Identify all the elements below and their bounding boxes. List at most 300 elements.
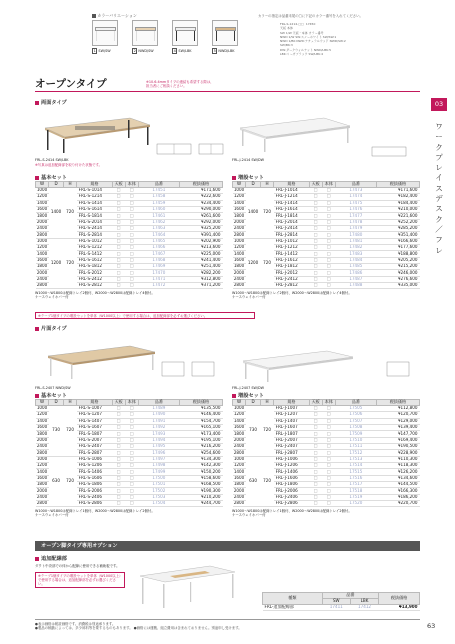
cell-code: 17515 <box>335 469 376 475</box>
col-h: H <box>64 182 77 188</box>
cell-w: 1200 <box>233 244 245 250</box>
cell-top-box: □ <box>112 450 125 456</box>
cell-code: 17520 <box>335 501 376 507</box>
swatch-number: 5 <box>213 49 216 53</box>
cell-body-box: □ <box>322 456 335 462</box>
cell-top-box: □ <box>112 257 125 263</box>
chapter-title-char: プ <box>435 152 443 162</box>
option-lbk: 17412 <box>350 604 378 610</box>
option-note <box>35 572 125 588</box>
cell-top-box: □ <box>309 194 322 200</box>
cell-code: 17483 <box>335 251 376 257</box>
chapter-title-char: ク <box>435 214 443 224</box>
cell-spec: FRL-J-1606 <box>274 475 310 481</box>
color-swatch-label: 2 NWD/SW <box>133 49 154 53</box>
cell-spec: FRL-S-2012 <box>77 270 113 276</box>
chapter-title-char: ス <box>435 183 443 193</box>
cell-body-box: □ <box>125 238 138 244</box>
single-basic-footnote-1: W1000〜W1800は配線トレイ1個付、W2000〜W2800は配線トレイ2個付。 <box>35 509 155 513</box>
cell-price: ¥182,400 <box>376 194 419 200</box>
cell-price: ¥135,500 <box>179 405 222 411</box>
cell-body-box: □ <box>125 245 138 251</box>
cell-w: 1800 <box>36 263 48 269</box>
sample-code-text: FRL-S-1214-□□ <box>280 22 304 26</box>
cell-body-box: □ <box>322 232 335 238</box>
cell-price: ¥110,300 <box>376 456 419 462</box>
cell-w: 1800 <box>36 481 48 487</box>
option-name: FRL-追加配線部 <box>263 604 323 610</box>
cell-code: 17467 <box>138 251 179 257</box>
cell-top-box: □ <box>112 194 125 200</box>
cell-spec: FRL-S-1012 <box>77 238 113 244</box>
cell-price: ¥290,000 <box>179 206 222 212</box>
cell-code: 17498 <box>138 463 179 469</box>
chapter-title-char: イ <box>435 173 443 183</box>
cell-spec: FRL-S-1007 <box>77 405 113 411</box>
double-basic-footnote-1: W1000〜W1800は配線トレイ2個付、W2000〜W2800は配線トレイ4個付。 <box>35 291 155 295</box>
cell-body-box: □ <box>125 488 138 494</box>
cell-code: 17516 <box>335 475 376 481</box>
cell-body-box: □ <box>322 431 335 437</box>
cell-spec: FRL-S-2806 <box>77 501 113 507</box>
chapter-title-char: ク <box>435 142 443 152</box>
double-add-footnote <box>232 291 422 300</box>
swatch-top <box>175 27 196 31</box>
cell-d: 1200 <box>49 238 64 289</box>
col-spec: 規格 <box>77 400 113 406</box>
chapter-title-char: フ <box>435 235 443 245</box>
cell-spec: FRL-J-2407 <box>274 443 310 449</box>
col-top: 天板 <box>309 182 322 188</box>
cell-top-box: □ <box>309 276 322 282</box>
double-basic-heading-text: 基本セット <box>41 175 67 181</box>
cell-spec: FRL-J-1614 <box>274 206 310 212</box>
cell-price: ¥195,100 <box>179 437 222 443</box>
cell-spec: FRL-J-1814 <box>274 213 310 219</box>
single-basic-heading-text: 基本セット <box>41 393 67 399</box>
cell-body-box: □ <box>125 251 138 257</box>
cell-body-box: □ <box>322 501 335 507</box>
cell-top-box: □ <box>112 232 125 238</box>
cell-code: 17493 <box>138 431 179 437</box>
cell-top-box: □ <box>309 232 322 238</box>
double-desk-add-dimension <box>370 145 410 159</box>
cell-price: ¥186,200 <box>376 494 419 500</box>
cell-code: 17472 <box>138 283 179 289</box>
cell-spec: FRL-J-2414 <box>274 225 310 231</box>
cell-w: 1000 <box>233 187 245 193</box>
cell-w: 1600 <box>233 475 245 480</box>
cell-top-box: □ <box>112 469 125 475</box>
col-w: W <box>36 182 49 188</box>
cell-body-box: □ <box>125 264 138 270</box>
cell-price: ¥335,000 <box>376 283 419 289</box>
single-basic-table <box>35 399 223 507</box>
col-code: 品番 <box>335 400 376 406</box>
double-desk-dimension-left <box>155 142 195 158</box>
cell-code: 17511 <box>335 443 376 449</box>
cell-top-box: □ <box>309 238 322 244</box>
cell-w: 2800 <box>36 282 48 288</box>
cell-body-box: □ <box>322 443 335 449</box>
col-code: 品番 <box>138 182 179 188</box>
cell-body-box: □ <box>322 245 335 251</box>
cell-w: 1400 <box>233 468 245 474</box>
color-swatch <box>92 20 118 46</box>
cell-price: ¥215,200 <box>376 264 419 270</box>
legend-box <box>280 22 420 68</box>
col-d: D <box>246 182 261 188</box>
option-desc: ダクト中央部での体から配線に使用できる補助板です。 <box>35 564 120 568</box>
cell-top-box: □ <box>309 482 322 488</box>
cell-spec: FRL-S-1406 <box>77 469 113 475</box>
cell-w: 2800 <box>233 282 245 288</box>
color-variation-title <box>92 13 137 18</box>
swatch-leg <box>176 31 177 41</box>
cell-top-box: □ <box>309 200 322 206</box>
cell-body-box: □ <box>125 482 138 488</box>
cell-price: ¥171,600 <box>179 187 222 193</box>
cell-spec: FRL-J-1812 <box>274 264 310 270</box>
cell-top-box: □ <box>309 251 322 257</box>
cell-top-box: □ <box>112 463 125 469</box>
double-basic-heading <box>35 174 67 181</box>
col-top: 天板 <box>309 400 322 406</box>
cell-spec: FRL-J-1406 <box>274 469 310 475</box>
cell-code: 17477 <box>335 213 376 219</box>
cell-code: 17490 <box>138 412 179 418</box>
cell-body-box: □ <box>125 405 138 411</box>
double-caption-right: FRL-J-2414 SW/DW <box>232 158 264 162</box>
cell-h: 720 <box>261 238 274 289</box>
cell-w: 2000 <box>36 269 48 275</box>
cell-w: 2000 <box>233 487 245 493</box>
option-price: ¥13,900 <box>379 604 420 610</box>
legend-line: NWD 1/BK NWD:ナチュラルウッド NWD/SW:2 <box>280 39 346 44</box>
cell-spec: FRL-S-1014 <box>77 187 113 193</box>
cell-spec: FRL-S-1212 <box>77 245 113 251</box>
cell-code: 17481 <box>335 238 376 244</box>
col-w: W <box>233 400 246 406</box>
col-d: D <box>49 400 64 406</box>
cell-w: 1200 <box>36 244 48 250</box>
cell-w: 1600 <box>233 257 245 262</box>
cell-price: ¥244,700 <box>179 501 222 507</box>
cell-top-box: □ <box>309 187 322 193</box>
cell-spec: FRL-S-1206 <box>77 463 113 469</box>
color-swatch-label: 5 NWD/LBK <box>213 49 235 53</box>
cell-spec: FRL-S-2007 <box>77 437 113 443</box>
title-note-2: 担当者にご相談ください。 <box>146 84 187 89</box>
cell-price: ¥228,900 <box>376 450 419 456</box>
cell-w: 2400 <box>36 443 48 449</box>
cell-h: 720 <box>261 456 274 507</box>
cell-w: 1600 <box>36 424 48 430</box>
cell-top-box: □ <box>112 482 125 488</box>
cell-h: 720 <box>64 238 77 289</box>
cell-top-box: □ <box>112 283 125 289</box>
cell-spec: FRL-S-1414 <box>77 200 113 206</box>
cell-code: 17518 <box>335 488 376 494</box>
chapter-tab: 03 <box>431 98 447 111</box>
cell-code: 17496 <box>138 450 179 456</box>
cell-body-box: □ <box>125 206 138 212</box>
col-price: 税抜価格 <box>179 182 222 188</box>
double-desk-image-left <box>35 110 155 155</box>
cell-top-box: □ <box>112 494 125 500</box>
cell-spec: FRL-J-1012 <box>274 238 310 244</box>
double-basic-footnote-2: ケースウェイホバー付 <box>35 295 69 300</box>
col-body: 本体 <box>322 182 335 188</box>
single-add-heading <box>232 392 264 399</box>
cell-w: 2000 <box>233 269 245 275</box>
cell-top-box: □ <box>112 213 125 219</box>
cell-spec: FRL-S-2006 <box>77 488 113 494</box>
cell-code: 17451 <box>138 187 179 193</box>
cell-top-box: □ <box>112 251 125 257</box>
cell-w: 2000 <box>36 219 48 224</box>
cell-body-box: □ <box>322 238 335 244</box>
cell-code: 17473 <box>335 187 376 193</box>
cell-w: 1000 <box>233 238 245 243</box>
legend-line: NWD 1/W SW:スノーホワイト SW/SW:1 <box>280 34 337 39</box>
chapter-title-char: ワ <box>435 122 443 131</box>
col-top: 天板 <box>112 400 125 406</box>
cell-spec: FRL-J-1006 <box>274 456 310 462</box>
cell-spec: FRL-J-1214 <box>274 194 310 200</box>
cell-spec: FRL-S-1807 <box>77 431 113 437</box>
cell-spec: FRL-J-1414 <box>274 200 310 206</box>
cell-price: ¥292,000 <box>179 219 222 225</box>
cell-top-box: □ <box>309 219 322 225</box>
col-h: H <box>64 400 77 406</box>
col-d: D <box>49 182 64 188</box>
option-row <box>263 604 420 610</box>
cell-spec: FRL-S-2814 <box>77 232 113 238</box>
cell-w: 1600 <box>233 206 245 212</box>
square-bullet-icon <box>35 176 39 180</box>
legend-line: SW/BK:3 <box>280 43 293 48</box>
cell-spec: FRL-S-1606 <box>77 475 113 481</box>
cell-spec: FRL-J-1412 <box>274 251 310 257</box>
cell-top-box: □ <box>309 494 322 500</box>
single-add-footnote-1: W1000〜W1800は配線トレイ1個付、W2000〜W2800は配線トレイ2個付。 <box>232 509 352 513</box>
cell-price: ¥190,500 <box>376 443 419 449</box>
cell-code: 17484 <box>335 257 376 263</box>
single-add-footnote <box>232 509 422 518</box>
cell-top-box: □ <box>309 283 322 289</box>
cell-spec: FRL-J-2814 <box>274 232 310 238</box>
cell-spec: FRL-S-1607 <box>77 424 113 430</box>
cell-spec: FRL-J-1207 <box>274 412 310 418</box>
color-swatch-label: 4 SW/LBK <box>173 49 192 53</box>
cell-body-box: □ <box>322 475 335 481</box>
cell-top-box: □ <box>112 412 125 418</box>
cell-price: ¥146,400 <box>179 412 222 418</box>
cell-code: 17488 <box>335 283 376 289</box>
cell-price: ¥129,000 <box>376 418 419 424</box>
cell-code: 17508 <box>335 424 376 430</box>
cell-spec: FRL-J-1014 <box>274 187 310 193</box>
cell-spec: FRL-J-2412 <box>274 276 310 282</box>
col-h: H <box>261 182 274 188</box>
cell-spec: FRL-S-1812 <box>77 264 113 270</box>
double-add-table <box>232 181 420 289</box>
cell-code: 17491 <box>138 418 179 424</box>
color-swatch <box>132 20 158 46</box>
cell-h: 720 <box>261 405 274 456</box>
cell-code: 17512 <box>335 450 376 456</box>
cell-price: ¥171,600 <box>376 187 419 193</box>
square-bullet-icon <box>232 176 236 180</box>
cell-body-box: □ <box>125 276 138 282</box>
double-desk-dimension-right <box>197 142 227 158</box>
cell-code: 17474 <box>335 194 376 200</box>
cell-spec: FRL-J-1807 <box>274 431 310 437</box>
single-desk-image-left <box>40 340 160 382</box>
cell-top-box: □ <box>309 213 322 219</box>
cell-top-box: □ <box>309 443 322 449</box>
swatch-leg <box>234 31 235 41</box>
cell-price: ¥154,700 <box>179 418 222 424</box>
swatch-leg <box>136 31 137 41</box>
cell-code: 17471 <box>138 276 179 282</box>
cell-w: 2000 <box>233 219 245 224</box>
double-type-heading-text: 両面タイプ <box>41 100 67 106</box>
cell-price: ¥246,000 <box>376 270 419 276</box>
swatch-leg <box>114 31 115 41</box>
cell-code: 17462 <box>138 219 179 225</box>
cell-top-box: □ <box>112 424 125 430</box>
cell-code: 17519 <box>335 494 376 500</box>
cell-body-box: □ <box>322 418 335 424</box>
cell-w: 1200 <box>36 462 48 468</box>
col-d: D <box>246 400 261 406</box>
legend-line: DW:ダークウォルナット NWD/LBK:5 <box>280 47 332 52</box>
cell-code: 17466 <box>138 245 179 251</box>
cell-top-box: □ <box>309 264 322 270</box>
cell-price: ¥222,600 <box>179 194 222 200</box>
cell-w: 2800 <box>36 449 48 455</box>
cell-top-box: □ <box>112 206 125 212</box>
cell-code: 17504 <box>138 501 179 507</box>
square-bullet-icon <box>35 327 39 331</box>
cell-body-box: □ <box>322 469 335 475</box>
cell-w: 1800 <box>233 263 245 269</box>
single-type-heading <box>35 325 67 332</box>
single-desk-image-right <box>235 345 360 385</box>
option-col-sw: SW <box>322 598 350 604</box>
cell-price: ¥144,500 <box>376 482 419 488</box>
cell-price: ¥210,000 <box>376 206 419 212</box>
cell-top-box: □ <box>112 225 125 231</box>
cell-w: 1400 <box>233 418 245 423</box>
chapter-title-char: ー <box>435 132 443 142</box>
cell-body-box: □ <box>125 187 138 193</box>
cell-code: 17489 <box>138 405 179 411</box>
single-basic-footnote <box>35 509 225 518</box>
color-swatch <box>172 20 198 46</box>
cell-top-box: □ <box>309 424 322 430</box>
cell-top-box: □ <box>309 270 322 276</box>
cell-top-box: □ <box>309 225 322 231</box>
cell-price: ¥173,400 <box>179 431 222 437</box>
col-spec: 規格 <box>77 182 113 188</box>
cell-body-box: □ <box>125 225 138 231</box>
option-banner: オープン脚タイプ専用オプション <box>35 541 420 551</box>
cell-price: ¥221,600 <box>376 213 419 219</box>
cell-price: ¥285,200 <box>376 225 419 231</box>
cell-d: 1200 <box>246 238 261 289</box>
cell-body-box: □ <box>125 494 138 500</box>
swatch-top <box>95 27 116 31</box>
cell-body-box: □ <box>125 418 138 424</box>
cell-w: 2400 <box>233 276 245 281</box>
cell-top-box: □ <box>309 412 322 418</box>
single-basic-heading <box>35 392 67 399</box>
cell-h: 720 <box>64 405 77 456</box>
cell-price: ¥184,400 <box>376 200 419 206</box>
cell-price: ¥158,600 <box>179 475 222 481</box>
cell-body-box: □ <box>125 450 138 456</box>
cell-spec: FRL-J-2012 <box>274 270 310 276</box>
col-price: 税抜価格 <box>179 400 222 406</box>
option-col-name: 種類 <box>263 593 323 605</box>
cell-code: 17476 <box>335 206 376 212</box>
cell-body-box: □ <box>322 225 335 231</box>
cell-code: 17495 <box>138 443 179 449</box>
cell-w: 1400 <box>233 200 245 205</box>
cell-price: ¥220,700 <box>376 501 419 507</box>
col-code: 品番 <box>138 400 179 406</box>
cell-spec: FRL-J-1806 <box>274 482 310 488</box>
cell-code: 17500 <box>138 475 179 481</box>
cell-code: 17458 <box>138 194 179 200</box>
chapter-title-char: デ <box>435 194 443 204</box>
cell-spec: FRL-S-1614 <box>77 206 113 212</box>
cell-spec: FRL-J-1206 <box>274 463 310 469</box>
cell-spec: FRL-S-1006 <box>77 456 113 462</box>
swatch-leg <box>96 31 97 41</box>
cell-price: ¥213,600 <box>179 245 222 251</box>
cell-top-box: □ <box>112 200 125 206</box>
cell-price: ¥351,400 <box>376 232 419 238</box>
cell-top-box: □ <box>309 488 322 494</box>
legend-line: 天板 本体 <box>280 26 293 31</box>
cell-price: ¥282,200 <box>179 270 222 276</box>
cell-price: ¥254,600 <box>179 450 222 456</box>
cell-w: 2400 <box>233 443 245 449</box>
cell-top-box: □ <box>112 405 125 411</box>
single-add-table <box>232 399 420 507</box>
cell-spec: FRL-S-2414 <box>77 225 113 231</box>
swatch-top <box>215 27 236 31</box>
cell-w: 2800 <box>36 231 48 237</box>
cell-body-box: □ <box>125 219 138 225</box>
cell-body-box: □ <box>322 194 335 200</box>
cell-body-box: □ <box>322 482 335 488</box>
cell-w: 1600 <box>36 475 48 480</box>
cell-w: 2400 <box>36 225 48 231</box>
cell-spec: FRL-J-1607 <box>274 424 310 430</box>
cell-top-box: □ <box>112 443 125 449</box>
cell-price: ¥225,000 <box>179 251 222 257</box>
swatch-number: 4 <box>173 49 176 53</box>
cell-spec: FRL-J-2006 <box>274 488 310 494</box>
square-bullet-icon <box>35 557 39 561</box>
cell-top-box: □ <box>309 501 322 507</box>
cell-spec: FRL-J-2812 <box>274 283 310 289</box>
